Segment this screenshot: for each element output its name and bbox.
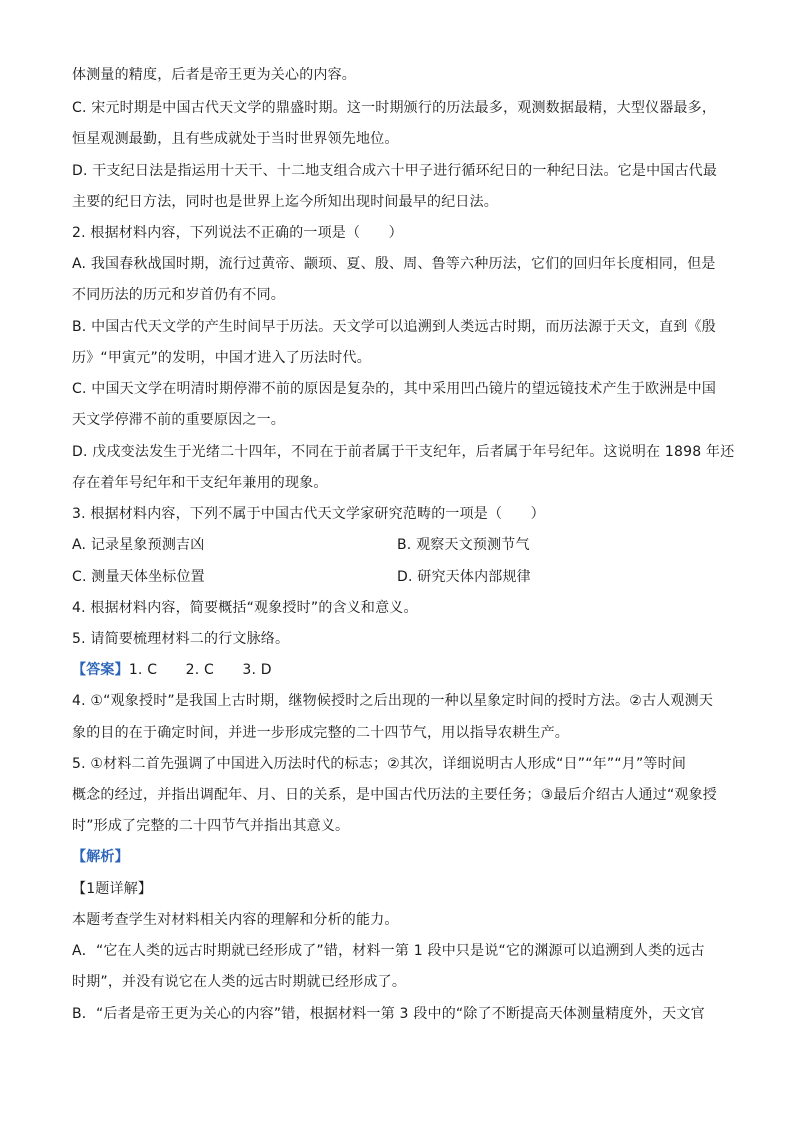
analysis-tag: 【解析】 [72,849,129,865]
text-line: C. 中国天文学在明清时期停滞不前的原因是复杂的，其中采用凹凸镜片的望远镜技术产生于欧洲是中国 [72,381,717,397]
detail-line: 本题考查学生对材料相关内容的理解和分析的能力。 [72,912,399,928]
option-c: C. 测量天体坐标位置 [72,569,205,585]
detail-heading: 【1题详解】 [72,881,153,897]
question-2: 2. 根据材料内容，下列说法不正确的一项是（ ） [72,225,403,241]
answer-line [72,660,272,680]
text-line: D. 干支纪日法是指运用十天干、十二地支组合成六十甲子进行循环纪日的一种纪日法。它是中国古代最 [72,163,718,179]
option-b: B. 观察天文预测节气 [397,537,530,553]
text-line: 恒星观测最勤，且有些成就处于当时世界领先地位。 [72,131,399,147]
answer-line: 5. ①材料二首先强调了中国进入历法时代的标志；②其次，详细说明古人形成“日”“年”“月”等时间 [72,756,687,772]
text-line: 历》“甲寅元”的发明，中国才进入了历法时代。 [72,350,371,366]
question-4: 4. 根据材料内容，简要概括“观象授时”的含义和意义。 [72,600,418,616]
text-line: D. 戊戌变法发生于光绪二十四年，不同在于前者属于干支纪年，后者属于年号纪年。这说明在 1898 年还 [72,444,735,460]
answer-line: 概念的经过，并指出调配年、月、日的关系，是中国古代历法的主要任务；③最后介绍古人通过“观象授 [72,787,718,803]
question-5: 5. 请简要梳理材料二的行文脉络。 [72,631,290,647]
answer-line: 时”形成了完整的二十四节气并指出其意义。 [72,818,350,834]
text-line: 体测量的精度，后者是帝王更为关心的内容。 [72,67,356,83]
text-line: 天文学停滞不前的重要原因之一。 [72,412,285,428]
text-line: C. 宋元时期是中国古代天文学的鼎盛时期。这一时期颁行的历法最多，观测数据最精，大型仪器最多， [72,100,717,116]
option-d: D. 研究天体内部规律 [397,569,531,585]
detail-line: B．“后者是帝王更为关心的内容”错，根据材料一第 3 段中的“除了不断提高天体测量精度外，天文官 [72,1006,705,1022]
text-line: A. 我国春秋战国时期，流行过黄帝、颛顼、夏、殷、周、鲁等六种历法，它们的回归年长度相同，但是 [72,256,716,272]
text-line: 存在着年号纪年和干支纪年兼用的现象。 [72,475,328,491]
question-3: 3. 根据材料内容，下列不属于中国古代天文学家研究范畴的一项是（ ） [72,506,545,522]
answer-line: 象的目的在于确定时间，并进一步形成完整的二十四节气，用以指导农耕生产。 [72,725,569,741]
answer-line: 4. ①“观象授时”是我国上古时期，继物候授时之后出现的一种以星象定时间的授时方法。②古人观测天 [72,693,714,709]
detail-line: 时期”，并没有说它在人类的远古时期就已经形成了。 [72,974,407,990]
option-a: A. 记录星象预测吉凶 [72,537,205,553]
text-line: 不同历法的历元和岁首仍有不同。 [72,287,285,303]
answer-text: 1. C 2. C 3. D [128,662,272,678]
detail-line: A．“它在人类的远古时期就已经形成了”错，材料一第 1 段中只是说“它的渊源可以追溯到人类的远古 [72,943,705,959]
answer-tag: 【答案】 [72,662,129,678]
text-line: B. 中国古代天文学的产生时间早于历法。天文学可以追溯到人类远古时期，而历法源于天文，直到《殷 [72,319,716,335]
text-line: 主要的纪日方法，同时也是世界上迄今所知出现时间最早的纪日法。 [72,194,498,210]
